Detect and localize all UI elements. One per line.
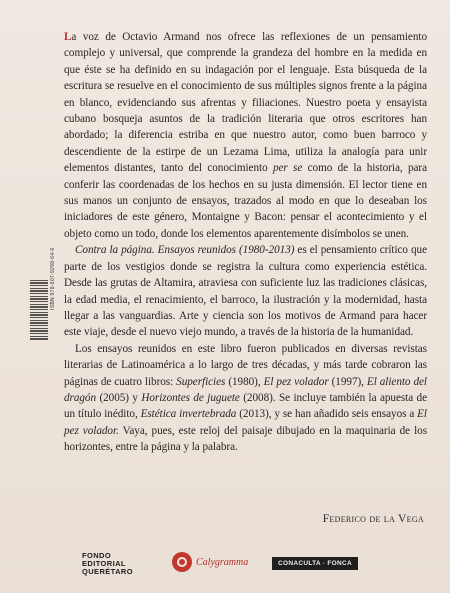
paragraph-3: Los ensayos reunidos en este libro fueron publicados en diversas revistas literarias de Latinoamérica a lo largo de tres décadas, y más tarde cobraron las páginas de cuatro libros: Superficies (1980), El pez volador (1997), El aliento del dragón (2005) y Horizontes de juguete (2008). Se incluye también la apuesta de un título inédito, Estética invertebrada (2013), y se han añadido seis ensayos a El pez volador. Vaya, pues, este reloj del paisaje dibujado en la maquinaria de los horizontes, entre la página y la palabra. — [64, 342, 428, 454]
publisher-logos — [72, 550, 432, 580]
fondo-editorial-logo: FONDO EDITORIAL QUERÉTARO — [82, 551, 133, 576]
calygramma-logo: Calygramma — [172, 552, 248, 572]
paragraph-1: La voz de Octavio Armand nos ofrece las reflexiones de un pensamiento complejo y universal, que comprende la grandeza del hombre en la medida en que éste se ha definido en su indagación por el lenguaje. Esta búsqueda de la escritura se resuelve en el conocimiento de sus múltiples signos frente a la página en blanco, evidenciando sus afrentas y filiaciones. Nuestro poeta y ensayista cubano bosqueja asuntos de la tradición literaria que otros escritores han abordado; la diferencia estriba en que nuestro autor, como buen barroco y descendiente de la estirpe de un Lezama Lima, utiliza la analogía para unir elementos distantes, tanto del conocimiento per se como de la historia, para conferir las coordenadas de los hechos en su justa dimensión. El lector tiene en sus manos un conjunto de ensayos, trazados al modo en que lo deseaban los iniciadores de este género, Montaigne y Bacon: pensar el acontecimiento y el objeto como un todo, donde los elementos aparentemente disímbolos se unen. — [64, 31, 427, 240]
barcode-icon — [30, 280, 48, 340]
author-signature: Federico de la Vega — [322, 513, 424, 525]
synopsis-text — [64, 29, 427, 456]
calygramma-icon — [172, 552, 192, 572]
conaculta-fonca-logo: CONACULTA · FONCA — [272, 557, 358, 570]
paragraph-2: Contra la página. Ensayos reunidos (1980-2013) es el pensamiento crítico que parte de los vestigios donde se registra la cultura como experiencia estética. Desde las grutas de Altamira, atraviesa con suficiente luz las tradiciones clásicas, la edad media, el renacimiento, el barroco, la ilustración y la modernidad, hasta llegar a las vanguardias. Arte y ciencia son los motivos de Armand para hacer este viaje, desde el nuevo viejo mundo, a través de la historia de la humanidad. — [64, 244, 428, 339]
isbn-barcode — [24, 247, 84, 342]
isbn-number: ISBN 978-607-9298-64-6 — [50, 247, 56, 310]
